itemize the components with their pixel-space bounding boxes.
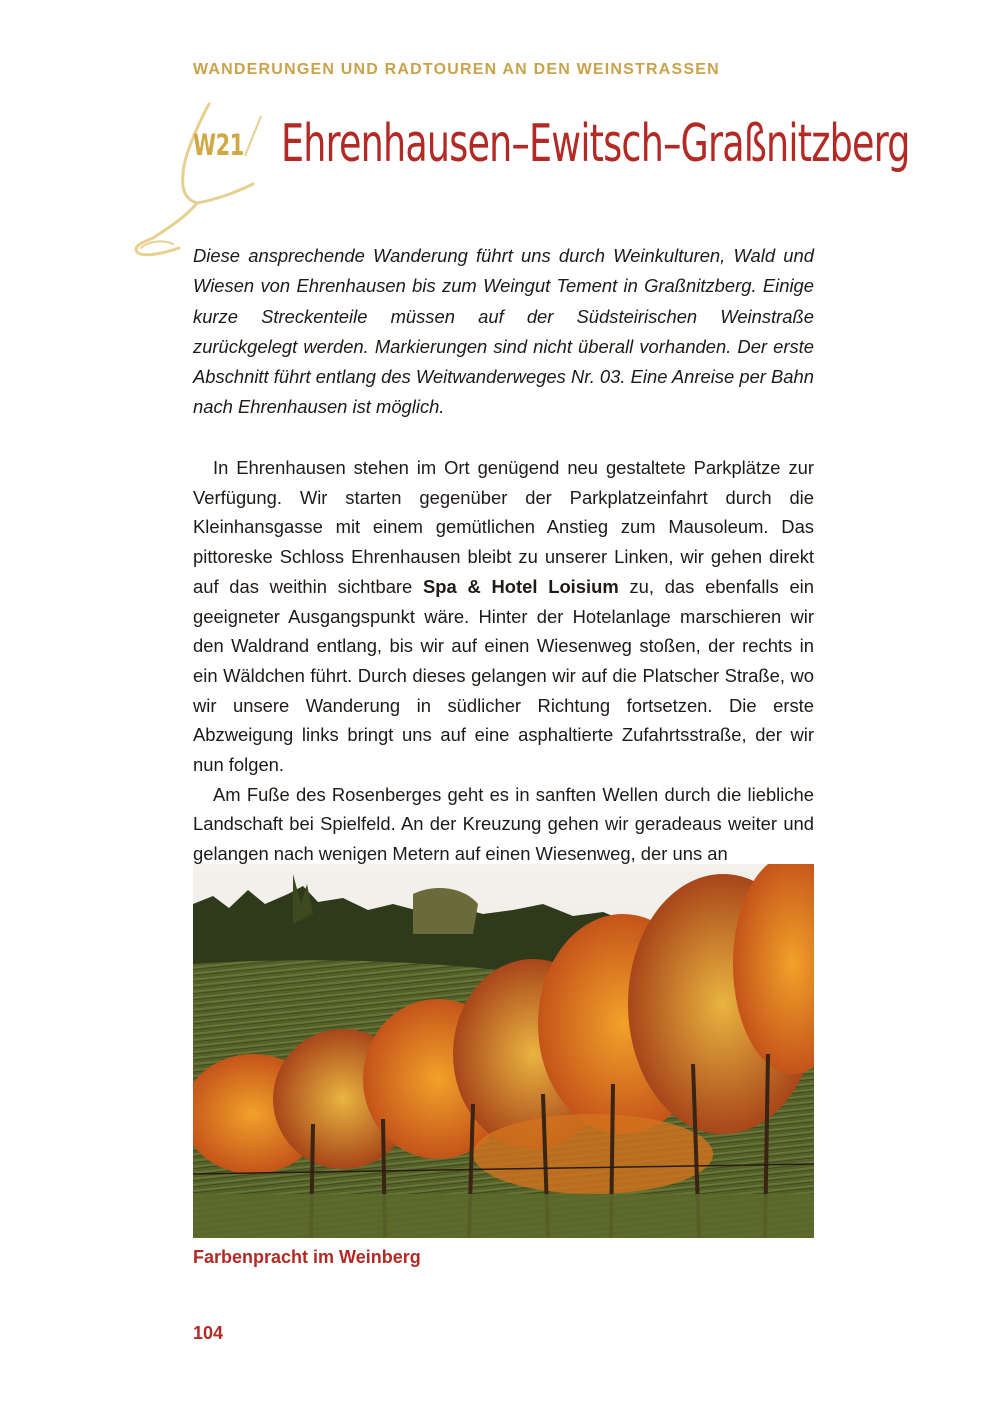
tour-number: W21 <box>193 128 244 162</box>
body-paragraph-1-start: In Ehrenhausen stehen im Ort genügend neu gestaltete Parkplätze zur Verfügung. Wir starten gegenüber der Parkplatzeinfahrt durch die Kleinhansgasse mit einem gemütlichen Anstieg zum Mausoleum. Das pittoreske Schloss Ehrenhausen bleibt zu unserer Linken, wir gehen direkt auf das weithin sichtbare <box>193 457 814 597</box>
page-title: Ehrenhausen–Ewitsch–Graßnitzberg <box>281 114 910 174</box>
running-head: WANDERUNGEN UND RADTOUREN AN DEN WEINSTRASSEN <box>193 61 720 78</box>
body-paragraph-1 <box>193 453 814 780</box>
vineyard-photo <box>193 864 814 1238</box>
body-paragraph-2: Am Fuße des Rosenberges geht es in sanften Wellen durch die liebliche Landschaft bei Spielfeld. An der Kreuzung gehen wir geradeaus weiter und gelangen nach wenigen Metern auf einen Wiesenweg, der uns an <box>193 783 814 865</box>
body-paragraph-1-end: zu, das ebenfalls ein geeigneter Ausgangspunkt wäre. Hinter der Hotelanlage marschieren wir den Waldrand entlang, bis wir auf einen Wiesenweg stoßen, der rechts in ein Wäldchen führt. Durch dieses gelangen wir auf die Platscher Straße, wo wir unsere Wanderung in südlicher Richtung fortsetzen. Die erste Abzweigung links bringt uns auf eine asphaltierte Zufahrtsstraße, der wir nun folgen. <box>193 575 814 776</box>
hotel-name-highlight: Spa & Hotel Loisium <box>423 575 619 597</box>
body-text <box>193 453 814 869</box>
photo-caption: Farbenpracht im Weinberg <box>193 1247 421 1267</box>
page-number: 104 <box>193 1323 224 1343</box>
intro-paragraph: Diese ansprechende Wanderung führt uns durch Weinkulturen, Wald und Wiesen von Ehrenhausen bis zum Weingut Tement in Graßnitzberg. Einige kurze Streckenteile müssen auf der Südsteirischen Weinstraße zurückgelegt werden. Markierungen sind nicht überall vorhanden. Der erste Abschnitt führt entlang des Weitwanderweges Nr. 03. Eine Anreise per Bahn nach Ehrenhausen ist möglich. <box>193 245 814 418</box>
